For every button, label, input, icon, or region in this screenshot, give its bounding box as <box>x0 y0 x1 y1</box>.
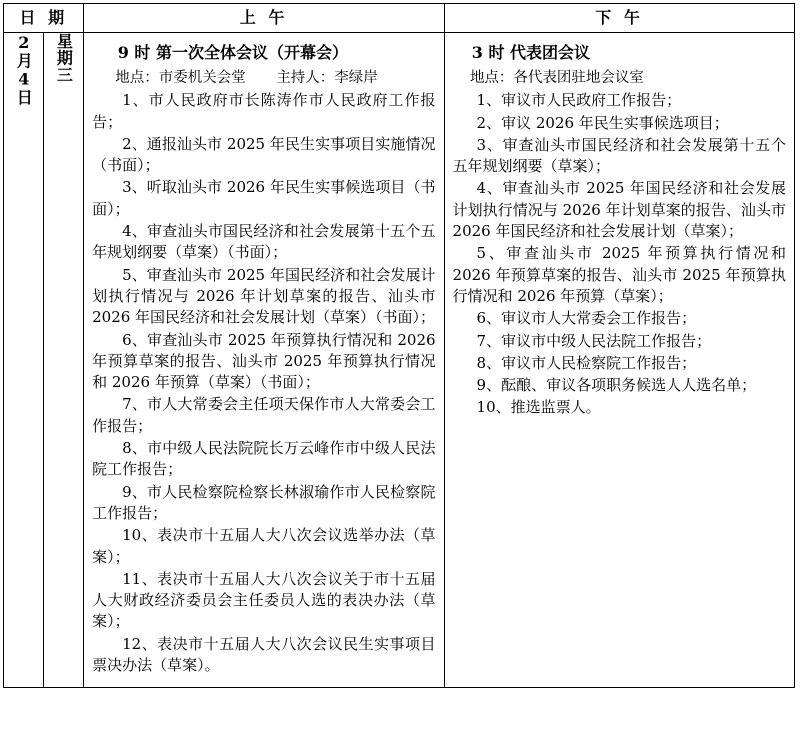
afternoon-place: 各代表团驻地会议室 <box>513 69 644 86</box>
header-afternoon: 下 午 <box>444 4 794 33</box>
cell-morning-session <box>84 33 444 688</box>
list-item: 10、表决市十五届人大八次会议选举办法（草案）； <box>92 526 436 566</box>
list-item: 2、审议 2026 年民生实事候选项目； <box>476 113 729 132</box>
morning-session-title: 9 时 第一次全体会议（开幕会） <box>117 43 348 62</box>
list-item: 4、审查汕头市国民经济和社会发展第十五个五年规划纲要（草案）（书面）； <box>92 222 436 262</box>
list-item: 6、审查汕头市 2025 年预算执行情况和 2026 年预算草案的报告、汕头市 2025 年预算执行情况和 2026 年预算（草案）（书面）； <box>92 330 436 392</box>
weekday-text: 星期三 <box>54 33 74 83</box>
afternoon-session <box>445 33 794 430</box>
schedule-table <box>3 3 795 688</box>
morning-place-label: 地点： <box>115 69 159 86</box>
cell-weekday <box>44 33 84 688</box>
morning-host: 李绿岸 <box>334 69 378 86</box>
list-item: 9、市人民检察院检察长林淑瑜作市人民检察院工作报告； <box>92 482 436 522</box>
header-morning: 上 午 <box>84 4 444 33</box>
header-date: 日 期 <box>4 4 84 33</box>
list-item: 4、审查汕头市 2025 年国民经济和社会发展计划执行情况与 2026 年计划草案的报告、汕头市 2026 年国民经济和社会发展计划（草案）； <box>452 179 786 241</box>
list-item: 12、表决市十五届人大八次会议民生实事项目票决办法（草案）。 <box>92 634 436 675</box>
afternoon-session-title: 3 时 代表团会议 <box>471 43 591 62</box>
table-row <box>4 33 795 688</box>
morning-session-meta <box>92 68 435 89</box>
list-item: 1、审议市人民政府工作报告； <box>476 91 682 110</box>
morning-place: 市委机关会堂 <box>158 69 246 86</box>
list-item: 6、审议市人大常委会工作报告； <box>476 309 697 328</box>
list-item: 1、市人民政府市长陈涛作市人民政府工作报告； <box>92 91 436 131</box>
table-header-row <box>4 4 795 33</box>
afternoon-session-meta <box>453 68 786 89</box>
list-item: 3、审查汕头市国民经济和社会发展第十五个五年规划纲要（草案）； <box>452 135 786 176</box>
morning-session <box>84 33 443 687</box>
list-item: 7、市人大常委会主任项天保作市人大常委会工作报告； <box>92 395 436 435</box>
list-item: 8、市中级人民法院院长万云峰作市中级人民法院工作报告； <box>92 439 436 479</box>
list-item: 5、审查汕头市 2025 年国民经济和社会发展计划执行情况与 2026 年计划草案的报告、汕头市 2026 年国民经济和社会发展计划（草案）（书面）； <box>92 265 436 327</box>
cell-date <box>4 33 44 688</box>
list-item: 3、听取汕头市 2026 年民生实事候选项目（书面）； <box>92 178 436 218</box>
list-item: 7、审议市中级人民法院工作报告； <box>476 331 712 350</box>
list-item: 10、推选监票人。 <box>476 398 601 417</box>
afternoon-place-label: 地点： <box>469 69 514 86</box>
list-item: 11、表决市十五届人大八次会议关于市十五届人大财政经济委员会主任委员人选的表决办法（草案）； <box>92 569 436 631</box>
date-text: 2月4日 <box>14 33 34 106</box>
morning-agenda-list <box>92 90 435 676</box>
list-item: 9、酝酿、审议各项职务候选人人选名单； <box>476 376 757 395</box>
list-item: 2、通报汕头市 2025 年民生实事项目实施情况（书面）； <box>92 134 436 175</box>
cell-afternoon-session <box>444 33 794 688</box>
list-item: 5、审查汕头市 2025 年预算执行情况和 2026 年预算草案的报告、汕头市 2025 年预算执行情况和 2026 年预算（草案）； <box>452 244 786 305</box>
morning-host-label: 主持人： <box>276 69 335 86</box>
afternoon-agenda-list <box>453 90 786 418</box>
list-item: 8、审议市人民检察院工作报告； <box>476 353 697 372</box>
